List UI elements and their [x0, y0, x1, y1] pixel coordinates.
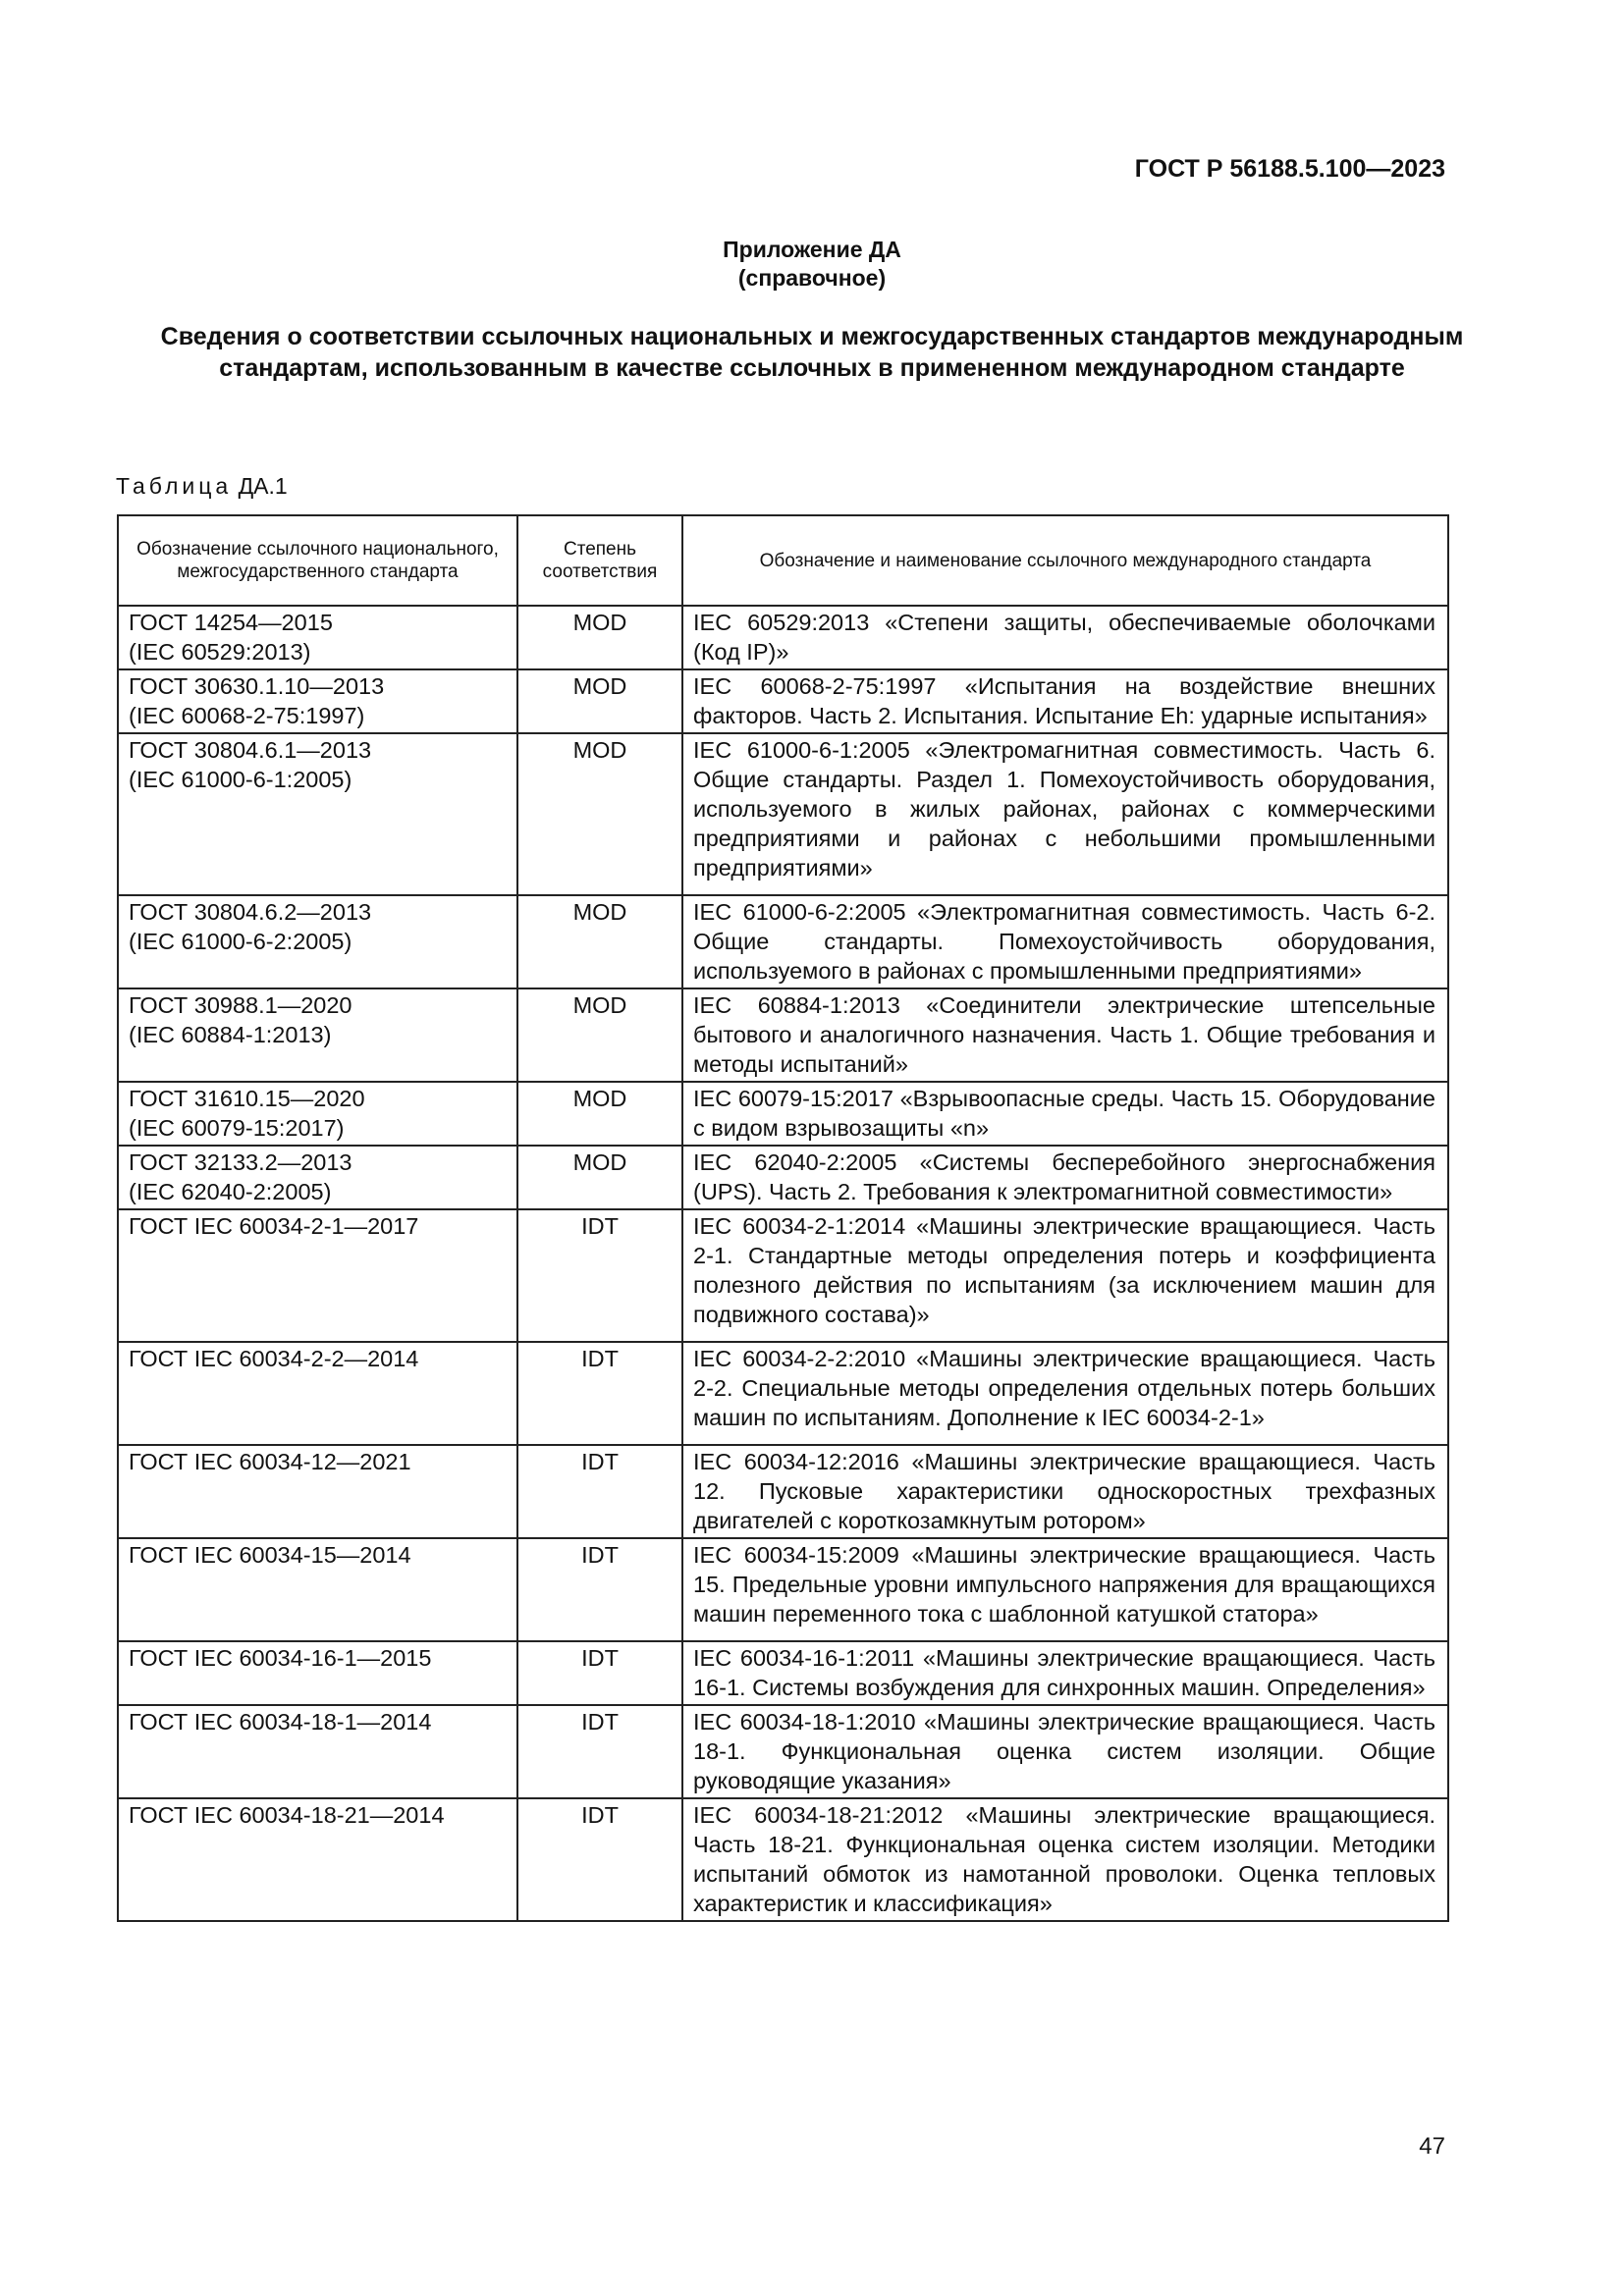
section-title: Сведения о соответствии ссылочных национальных и межгосударственных стандартов международным стандартам, использованным в качестве ссылочных в примененном международном стандарте [160, 323, 1464, 382]
table-row [118, 733, 1448, 895]
national-standard-code: ГОСТ 30630.1.10—2013 [129, 673, 385, 699]
cell-international-standard: IEC 60884-1:2013 «Соединители электрические штепсельные бытового и аналогичного назначения. Часть 1. Общие требования и методы испытаний» [682, 988, 1448, 1082]
national-standard-international-ref: (IEC 62040-2:2005) [129, 1179, 332, 1204]
appendix-label: Приложение ДА [723, 237, 901, 262]
table-row [118, 669, 1448, 733]
cell-international-standard: IEC 61000-6-1:2005 «Электромагнитная совместимость. Часть 6. Общие стандарты. Раздел 1. Помехоустойчивость оборудования, используемого в жилых районах, районах с коммерческими предприятиями и районах с небольшими промышленными предприятиями» [682, 733, 1448, 895]
table-row [118, 988, 1448, 1082]
cell-international-standard: IEC 60068-2-75:1997 «Испытания на воздействие внешних факторов. Часть 2. Испытания. Испытание Eh: ударные испытания» [682, 669, 1448, 733]
table-row [118, 1538, 1448, 1641]
cell-national-standard [118, 1538, 517, 1641]
national-standard-international-ref: (IEC 60068-2-75:1997) [129, 703, 365, 728]
cell-national-standard [118, 1445, 517, 1538]
cell-degree: MOD [517, 733, 682, 895]
cell-degree: IDT [517, 1641, 682, 1705]
table-caption-word: Таблица [116, 473, 233, 499]
cell-international-standard: IEC 60529:2013 «Степени защиты, обеспечиваемые оболочками (Код IP)» [682, 606, 1448, 669]
cell-degree: MOD [517, 895, 682, 988]
cell-degree: IDT [517, 1705, 682, 1798]
reference-standards-table [117, 514, 1449, 1922]
national-standard-code: ГОСТ 14254—2015 [129, 610, 333, 635]
appendix-heading [0, 236, 1624, 293]
cell-national-standard [118, 1082, 517, 1146]
table-header-row [118, 515, 1448, 606]
cell-international-standard: IEC 60034-18-21:2012 «Машины электрические вращающиеся. Часть 18-21. Функциональная оценка систем изоляции. Методики испытаний обмоток из намотанной проволоки. Оценка тепловых характеристик и классификация» [682, 1798, 1448, 1921]
table-row [118, 1641, 1448, 1705]
national-standard-code: ГОСТ 31610.15—2020 [129, 1086, 365, 1111]
table-row [118, 1798, 1448, 1921]
national-standard-code: ГОСТ IEC 60034-18-1—2014 [129, 1709, 432, 1735]
cell-national-standard [118, 1705, 517, 1798]
national-standard-international-ref: (IEC 60884-1:2013) [129, 1022, 332, 1047]
table-row [118, 895, 1448, 988]
national-standard-code: ГОСТ IEC 60034-12—2021 [129, 1449, 411, 1474]
appendix-kind: (справочное) [737, 265, 887, 291]
cell-international-standard: IEC 61000-6-2:2005 «Электромагнитная совместимость. Часть 6-2. Общие стандарты. Помехоустойчивость оборудования, используемого в районах с промышленными предприятиями» [682, 895, 1448, 988]
national-standard-code: ГОСТ 30804.6.1—2013 [129, 737, 372, 763]
header-national-standard: Обозначение ссылочного национального, межгосударственного стандарта [118, 515, 517, 606]
cell-international-standard: IEC 60034-12:2016 «Машины электрические вращающиеся. Часть 12. Пусковые характеристики односкоростных трехфазных двигателей с короткозамкнутым ротором» [682, 1445, 1448, 1538]
cell-international-standard: IEC 60034-2-2:2010 «Машины электрические вращающиеся. Часть 2-2. Специальные методы определения отдельных потерь больших машин по испытаниям. Дополнение к IEC 60034-2-1» [682, 1342, 1448, 1445]
national-standard-code: ГОСТ IEC 60034-2-2—2014 [129, 1346, 419, 1371]
cell-national-standard [118, 733, 517, 895]
header-degree: Степень соответствия [517, 515, 682, 606]
national-standard-code: ГОСТ 30804.6.2—2013 [129, 899, 372, 925]
cell-national-standard [118, 1641, 517, 1705]
cell-national-standard [118, 669, 517, 733]
table-row [118, 1146, 1448, 1209]
national-standard-international-ref: (IEC 61000-6-1:2005) [129, 767, 352, 792]
cell-degree: IDT [517, 1798, 682, 1921]
cell-national-standard [118, 1146, 517, 1209]
cell-degree: MOD [517, 1146, 682, 1209]
cell-national-standard [118, 1798, 517, 1921]
table-caption [116, 473, 288, 500]
cell-national-standard [118, 1342, 517, 1445]
national-standard-code: ГОСТ IEC 60034-16-1—2015 [129, 1645, 432, 1671]
cell-international-standard: IEC 60034-2-1:2014 «Машины электрические вращающиеся. Часть 2-1. Стандартные методы определения потерь и коэффициента полезного действия по испытаниям (за исключением машин для подвижного состава)» [682, 1209, 1448, 1342]
document-code: ГОСТ Р 56188.5.100—2023 [1134, 155, 1445, 183]
cell-degree: IDT [517, 1445, 682, 1538]
cell-international-standard: IEC 62040-2:2005 «Системы бесперебойного энергоснабжения (UPS). Часть 2. Требования к электромагнитной совместимости» [682, 1146, 1448, 1209]
national-standard-international-ref: (IEC 60079-15:2017) [129, 1115, 345, 1141]
cell-international-standard: IEC 60079-15:2017 «Взрывоопасные среды. Часть 15. Оборудование с видом взрывозащиты «n» [682, 1082, 1448, 1146]
table-row [118, 1209, 1448, 1342]
cell-degree: IDT [517, 1209, 682, 1342]
cell-national-standard [118, 895, 517, 988]
cell-degree: MOD [517, 988, 682, 1082]
national-standard-code: ГОСТ 30988.1—2020 [129, 992, 352, 1018]
page-number: 47 [1419, 2133, 1445, 2160]
cell-degree: IDT [517, 1342, 682, 1445]
national-standard-code: ГОСТ IEC 60034-15—2014 [129, 1542, 411, 1568]
cell-degree: MOD [517, 606, 682, 669]
cell-international-standard: IEC 60034-15:2009 «Машины электрические вращающиеся. Часть 15. Предельные уровни импульсного напряжения для вращающихся машин переменного тока с шаблонной катушкой статора» [682, 1538, 1448, 1641]
national-standard-code: ГОСТ IEC 60034-18-21—2014 [129, 1802, 445, 1828]
cell-national-standard [118, 606, 517, 669]
table-row [118, 1342, 1448, 1445]
national-standard-international-ref: (IEC 61000-6-2:2005) [129, 929, 352, 954]
table-body [118, 606, 1448, 1921]
table-row [118, 1082, 1448, 1146]
cell-national-standard [118, 1209, 517, 1342]
header-international-standard: Обозначение и наименование ссылочного международного стандарта [682, 515, 1448, 606]
table-row [118, 1445, 1448, 1538]
cell-national-standard [118, 988, 517, 1082]
cell-international-standard: IEC 60034-18-1:2010 «Машины электрические вращающиеся. Часть 18-1. Функциональная оценка систем изоляции. Общие руководящие указания» [682, 1705, 1448, 1798]
cell-degree: IDT [517, 1538, 682, 1641]
cell-international-standard: IEC 60034-16-1:2011 «Машины электрические вращающиеся. Часть 16-1. Системы возбуждения для синхронных машин. Определения» [682, 1641, 1448, 1705]
table-row [118, 1705, 1448, 1798]
table-row [118, 606, 1448, 669]
national-standard-code: ГОСТ IEC 60034-2-1—2017 [129, 1213, 419, 1239]
national-standard-code: ГОСТ 32133.2—2013 [129, 1149, 352, 1175]
cell-degree: MOD [517, 1082, 682, 1146]
cell-degree: MOD [517, 669, 682, 733]
national-standard-international-ref: (IEC 60529:2013) [129, 639, 311, 665]
table-caption-id: ДА.1 [238, 473, 288, 499]
